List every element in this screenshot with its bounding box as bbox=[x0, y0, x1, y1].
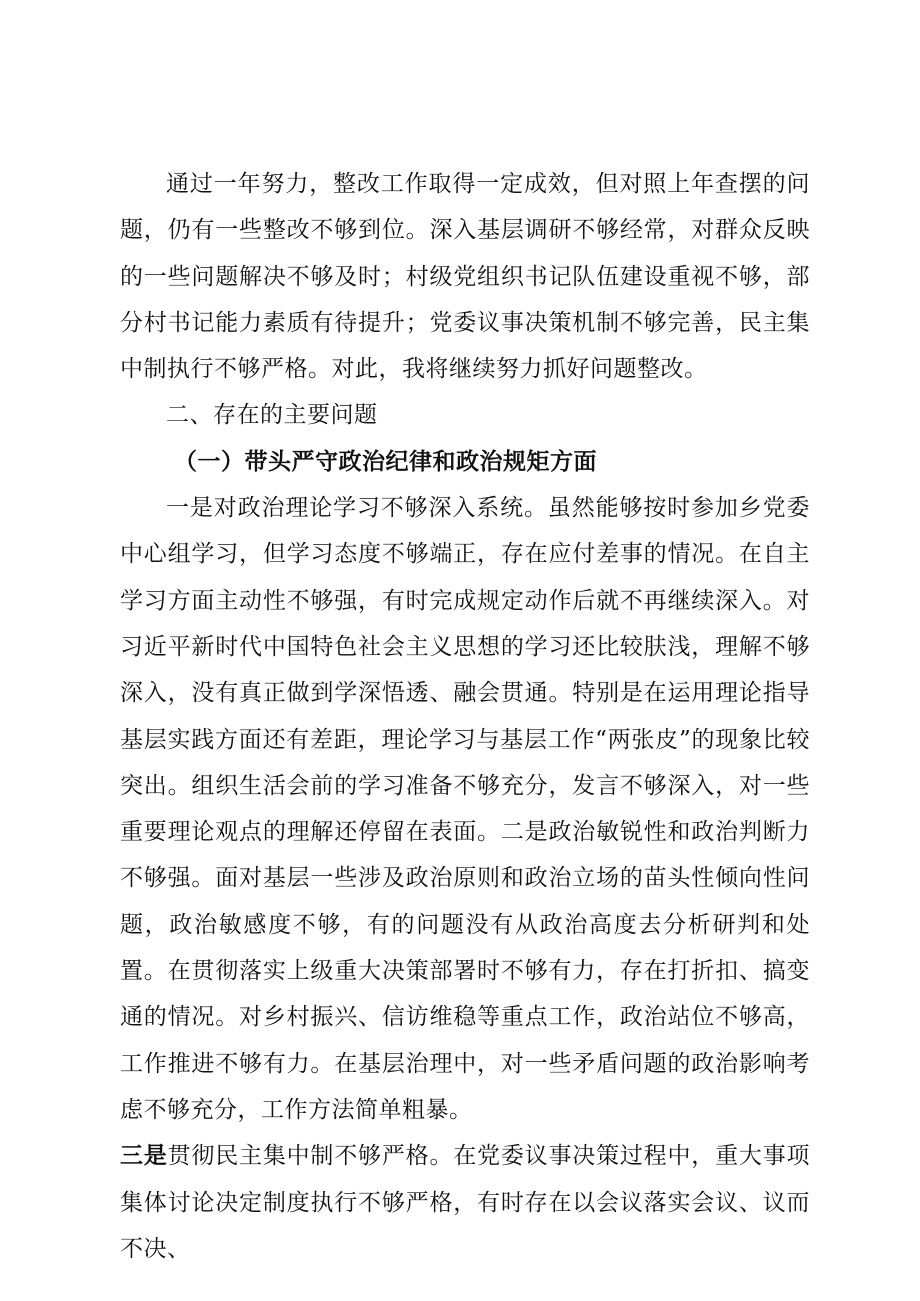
paragraph-democratic-centralism bbox=[120, 1133, 810, 1272]
paragraph-body-text: 贯彻民主集中制不够严格。在党委议事决策过程中，重大事项集体讨论决定制度执行不够严格，有时存在以会议落实会议、议而不决、 bbox=[120, 1143, 811, 1262]
section-heading: 二、存在的主要问题 bbox=[166, 402, 378, 429]
paragraph-political-theory: 一是对政治理论学习不够深入系统。虽然能够按时参加乡党委中心组学习，但学习态度不够端正，存在应付差事的情况。在自主学习方面主动性不够强，有时完成规定动作后就不再继续深入。对习近平新时代中国特色社会主义思想的学习还比较肤浅，理解不够深入，没有真正做到学深悟透、融会贯通。特别是在运用理论指导基层实践方面还有差距，理论学习与基层工作“两张皮”的现象比较突出。组织生活会前的学习准备不够充分，发言不够深入，对一些重要理论观点的理解还停留在表面。二是政治敏锐性和政治判断力不够强。面对基层一些涉及政治原则和政治立场的苗头性倾向性问题，政治敏感度不够，有的问题没有从政治高度去分析研判和处置。在贯彻落实上级重大决策部署时不够有力，存在打折扣、搞变通的情况。对乡村振兴、信访维稳等重点工作，政治站位不够高，工作推进不够有力。在基层治理中，对一些矛盾问题的政治影响考虑不够充分，工作方法简单粗暴。 bbox=[120, 495, 810, 1123]
paragraph-rectification-summary: 通过一年努力，整改工作取得一定成效，但对照上年查摆的问题，仍有一些整改不够到位。深入基层调研不够经常，对群众反映的一些问题解决不够及时；村级党组织书记队伍建设重视不够，部分村书记能力素质有待提升；党委议事决策机制不够完善，民主集中制执行不够严格。对此，我将继续努力抓好问题整改。 bbox=[120, 171, 810, 383]
document-body bbox=[120, 161, 810, 1272]
subsection-heading: （一）带头严守政治纪律和政治规矩方面 bbox=[174, 447, 597, 475]
paragraph-lead-marker: 三是 bbox=[120, 1142, 168, 1170]
